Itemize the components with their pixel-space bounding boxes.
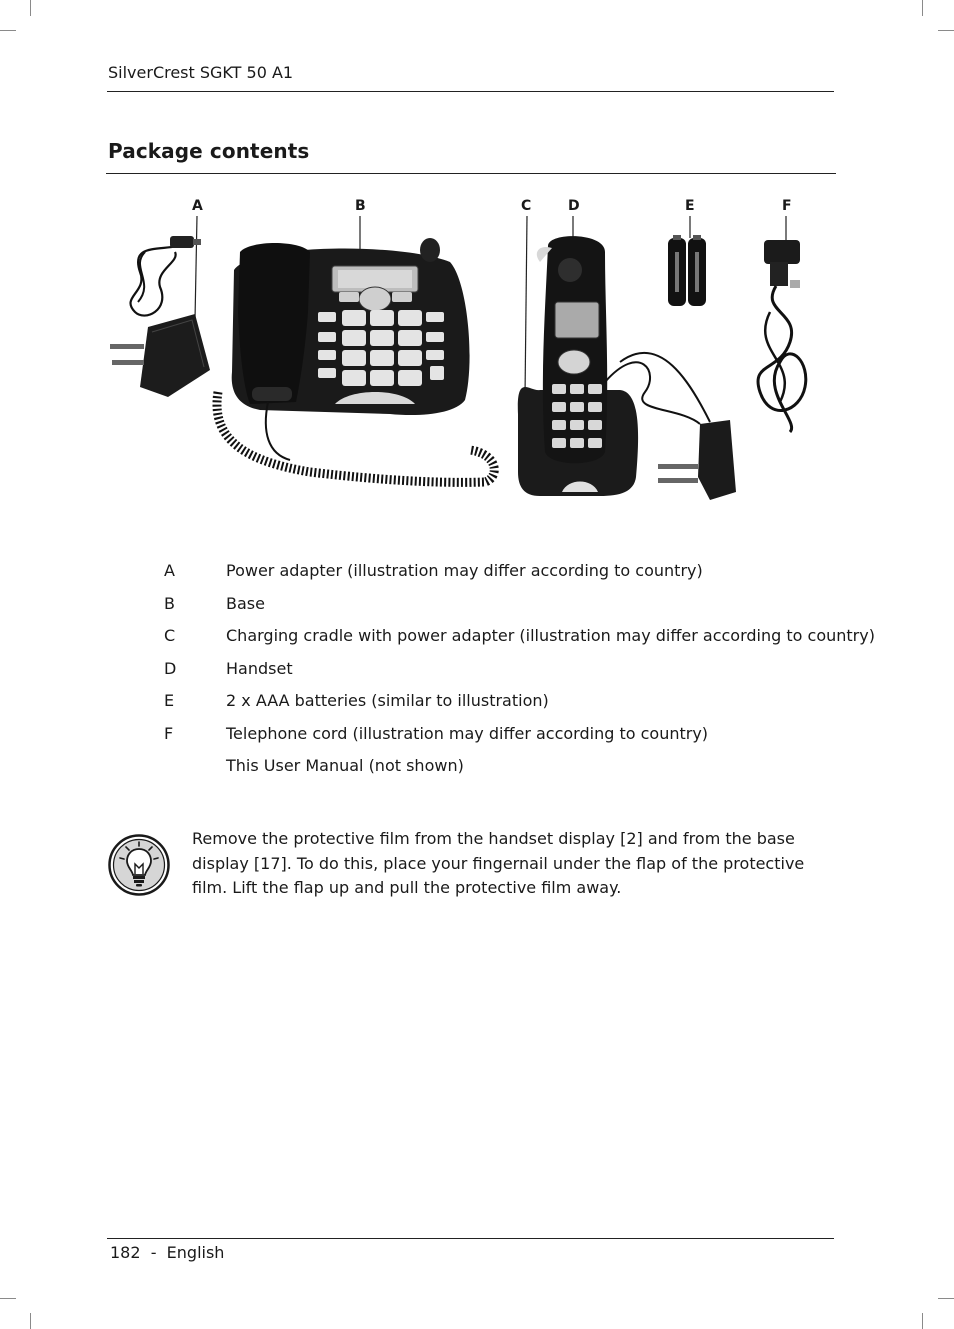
footer-separator: -: [150, 1243, 157, 1262]
crop-mark: [0, 1298, 16, 1299]
telephone-cord-f: [758, 240, 806, 432]
figure-letter-d: D: [568, 198, 580, 214]
item-description: Telephone cord (illustration may differ according to country): [226, 723, 709, 743]
figure-letter-c: C: [521, 198, 532, 214]
power-adapter-a: [110, 236, 210, 397]
crop-mark: [938, 1298, 954, 1299]
item-description: 2 x AAA batteries (similar to illustration): [226, 691, 549, 710]
item-key: A: [164, 561, 175, 580]
section-rule: [106, 173, 836, 174]
lightbulb-icon: [108, 834, 170, 896]
running-header: SilverCrest SGKT 50 A1: [108, 63, 294, 82]
crop-mark: [938, 30, 954, 31]
batteries-e: [668, 235, 706, 306]
crop-mark: [30, 1313, 31, 1329]
figure-letter-f: F: [782, 198, 792, 214]
tip-text: Remove the protective film from the handset display [2] and from the base display [17]. To do this, place your fingernail under the flap of the protective film. Lift the flap up and pull the protective film away.: [192, 829, 805, 897]
item-key: C: [164, 626, 176, 645]
page-footer: [110, 1243, 224, 1262]
item-description: Power adapter (illustration may differ according to country): [226, 561, 703, 580]
item-description: Base: [226, 593, 265, 613]
package-contents-illustration: [100, 192, 840, 512]
base-station-b: [217, 238, 494, 482]
footer-language: English: [166, 1243, 225, 1262]
item-key: D: [164, 658, 177, 678]
section-title: Package contents: [108, 139, 310, 163]
item-description: This User Manual (not shown): [226, 756, 464, 775]
crop-mark: [0, 30, 16, 31]
item-description: Handset: [226, 658, 293, 678]
figure-letter-a: A: [192, 198, 203, 214]
item-description: Charging cradle with power adapter (illustration may differ according to country): [226, 626, 875, 645]
figure-letter-b: B: [355, 198, 366, 214]
figure-letter-e: E: [685, 198, 695, 214]
footer-rule: [107, 1238, 834, 1239]
item-key: E: [164, 691, 175, 710]
crop-mark: [30, 0, 31, 16]
crop-mark: [922, 1313, 923, 1329]
item-key: F: [164, 723, 174, 743]
header-rule: [107, 91, 834, 92]
page-number: 182: [110, 1243, 141, 1262]
crop-mark: [922, 0, 923, 16]
item-key: B: [164, 593, 175, 613]
